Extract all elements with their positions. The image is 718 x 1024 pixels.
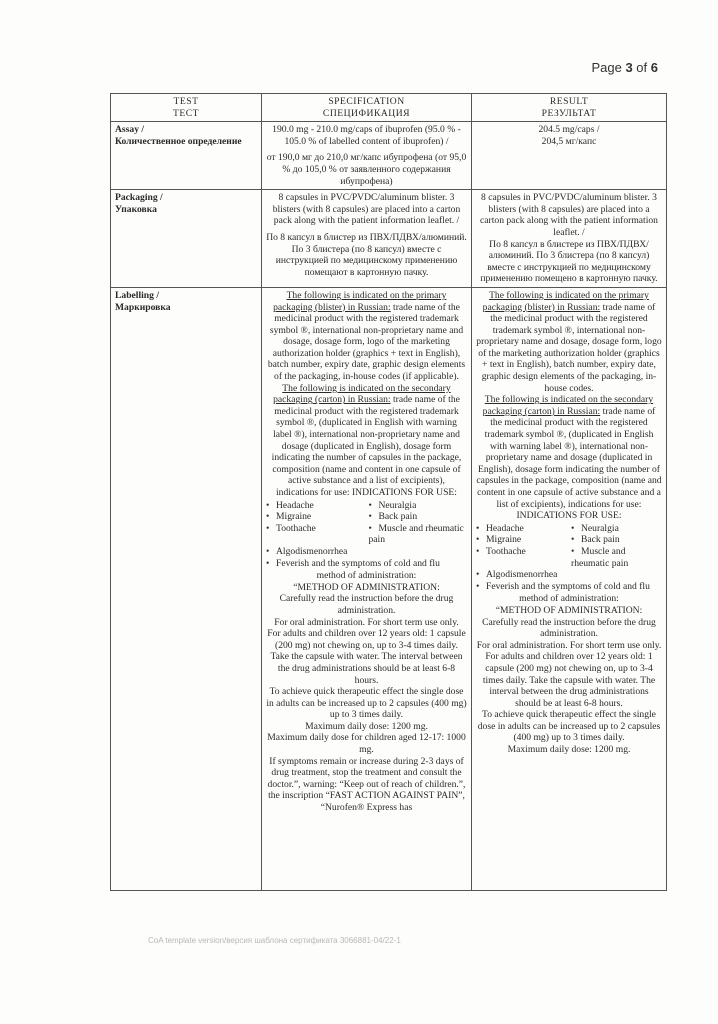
list-item: • Feverish and the symptoms of cold and flu — [476, 581, 662, 593]
labelling-test: Labelling / Маркировка — [111, 287, 262, 890]
list-item: • Migraine — [266, 511, 365, 523]
labelling-spec: The following is indicated on the primary packaging (blister) in Russian: trade name of the medicinal product with the registered trademark symbol ®, international non-proprietary name and dosage, dosage form, logo of the marketing authorization holder (graphics + text in English), batch number, expiry date, graphic design elements of the packaging, in-house codes (if applicable). The following is indicated on the secondary packaging (carton) in Russian: trade name of the medicinal product with the registered trademark symbol ®, (duplicated in English with warning label ®), international non-proprietary name and dosage (duplicated in English), dosage form indicating the number of capsules in the package, composition (name and content in one capsule of active substance and a list of excipients), indications for use: INDICATIONS FOR USE: • Headache • Neuralgia • Migraine • Back pain • Toothache • Muscle and rheumatic pain • Algodismenorrhea • Feverish and the symptoms of cold and flu method of administration: “METHOD OF ADMINISTRATION: Carefully read the instruction before the drug administration. For oral administration. For short term use only. For adults and children over 12 years old: 1 capsule (200 mg) not chewing on, up to 3-4 times daily. Take the capsule with water. The interval between the drug administrations should be at least 6-8 hours. To achieve quick therapeutic effect the single dose in adults can be increased up to 2 capsules (400 mg) up to 3 times daily. Maximum daily dose: 1200 mg. Maximum daily dose for children aged 12-17: 1000 mg. If symptoms remain or increase during 2-3 days of drug treatment, stop the treatment and consult the doctor.”, warning: “Keep out of reach of children.”, the inscription “FAST ACTION AGAINST PAIN”, “Nurofen® Express has — [262, 287, 472, 890]
result-primary-text: trade name of the medicinal product with the registered trademark symbol ®, international non-proprietary name and dosage, dosage form, logo of the marketing authorization holder (graphics + text in English), batch number, expiry date, graphic design elements of the packaging, in-house codes. — [476, 301, 662, 394]
list-item: • Back pain — [369, 511, 468, 523]
list-item: • Toothache — [266, 523, 365, 546]
header-result: RESULT РЕЗУЛЬТАТ — [472, 94, 667, 122]
spec-primary-text: trade name of the medicinal product with the registered trademark symbol ®, international non-proprietary name and dosage, dosage form, logo of the marketing authorization holder (graphics + text in English), batch number, expiry date, graphic design elements of the packaging, in-house codes (if applicable). — [267, 301, 466, 383]
result-indications-list — [476, 523, 662, 593]
result-secondary-text: trade name of the medicinal product with the registered trademark symbol ®, (duplicated in English with warning label ®), international non-proprietary name and dosage (duplicated in English), dosage form indicating the number of capsules in the package, composition (name and content in one capsule of active substance and a list of excipients), indications for use: — [476, 405, 662, 510]
list-item: • Algodismenorrhea — [476, 569, 662, 581]
list-item: • Neuralgia — [369, 500, 468, 512]
packaging-test: Packaging / Упаковка — [111, 190, 262, 288]
template-footer: CoA template version/версия шаблона сертификата 3066881-04/22-1 — [148, 936, 401, 945]
assay-row — [111, 122, 667, 190]
list-item: • Muscle and rheumatic pain — [369, 523, 468, 546]
list-item: • Algodismenorrhea — [266, 546, 467, 558]
header-specification: SPECIFICATION СПЕЦИФИКАЦИЯ — [262, 94, 472, 122]
packaging-spec: 8 capsules in PVC/PVDC/aluminum blister. 3 blisters (with 8 capsules) are placed into a carton pack along with the patient information leaflet. / По 8 капсул в блистер из ПВХ/ПДВХ/алюминий. По 3 блистера (по 8 капсул) вместе с инструкцией по медицинскому применению помещают в картонную пачку. — [262, 190, 472, 288]
list-item: • Migraine — [476, 534, 567, 546]
spec-primary-heading: The following is indicated on the primary packaging (blister) in Russian: — [273, 289, 447, 313]
coa-table — [110, 93, 667, 891]
list-item: • Muscle and rheumatic pain — [571, 546, 662, 569]
list-item: • Toothache — [476, 546, 567, 569]
spec-indications-list — [266, 500, 467, 570]
table-header-row — [111, 94, 667, 122]
spec-secondary-text: trade name of the medicinal product with the registered trademark symbol ®, (duplicated in English with warning label ®), international non-proprietary name and dosage (duplicated in English), dosage form indicating the number of capsules in the package, composition (name and content in one capsule of active substance and a list of excipients), indications for use: INDICATIONS FOR USE: — [271, 394, 462, 498]
labelling-row — [111, 287, 667, 890]
spec-secondary-heading: The following is indicated on the secondary packaging (carton) in Russian: — [273, 382, 451, 406]
list-item: • Headache — [266, 500, 365, 512]
assay-test: Assay / Количественное определение — [111, 122, 262, 190]
list-item: • Headache — [476, 523, 567, 535]
page-number: Page 3 of 6 — [591, 60, 658, 75]
list-item: • Neuralgia — [571, 523, 662, 535]
header-test: TEST ТЕСТ — [111, 94, 262, 122]
labelling-result: The following is indicated on the primary packaging (blister) in Russian: trade name of the medicinal product with the registered trademark symbol ®, international non-proprietary name and dosage, dosage form, logo of the marketing authorization holder (graphics + text in English), batch number, expiry date, graphic design elements of the packaging, in-house codes. The following is indicated on the secondary packaging (carton) in Russian: trade name of the medicinal product with the registered trademark symbol ®, (duplicated in English with warning label ®), international non-proprietary name and dosage (duplicated in English), dosage form indicating the number of capsules in the package, composition (name and content in one capsule of active substance and a list of excipients), indications for use: INDICATIONS FOR USE: • Headache • Neuralgia • Migraine • Back pain • Toothache • Muscle and rheumatic pain • Algodismenorrhea • Feverish and the symptoms of cold and flu method of administration: “METHOD OF ADMINISTRATION: Carefully read the instruction before the drug administration. For oral administration. For short term use only. For adults and children over 12 years old: 1 capsule (200 mg) not chewing on, up to 3-4 times daily. Take the capsule with water. The interval between the drug administrations should be at least 6-8 hours. To achieve quick therapeutic effect the single dose in adults can be increased up to 2 capsules (400 mg) up to 3 times daily. Maximum daily dose: 1200 mg. — [472, 287, 667, 890]
packaging-result: 8 capsules in PVC/PVDC/aluminum blister. 3 blisters (with 8 capsules) are placed into a carton pack along with the patient information leaflet. / По 8 капсул в блистере из ПВХ/ПДВХ/алюминий. По 3 блистера (по 8 капсул) вместе с инструкцией по медицинскому применению помещено в картонную пачку. — [472, 190, 667, 288]
list-item: • Feverish and the symptoms of cold and flu — [266, 558, 467, 570]
list-item: • Back pain — [571, 534, 662, 546]
assay-spec: 190.0 mg - 210.0 mg/caps of ibuprofen (95.0 % - 105.0 % of labelled content of ibuprofen) / от 190,0 мг до 210,0 мг/капс ибупрофена (от 95,0 % до 105,0 % от заявленного содержания ибупрофена) — [262, 122, 472, 190]
result-secondary-heading: The following is indicated on the secondary packaging (carton) in Russian: — [482, 394, 654, 417]
result-primary-heading: The following is indicated on the primary packaging (blister) in Russian: — [482, 289, 649, 313]
packaging-row — [111, 190, 667, 288]
assay-result: 204.5 mg/caps / 204,5 мг/капс — [472, 122, 667, 190]
